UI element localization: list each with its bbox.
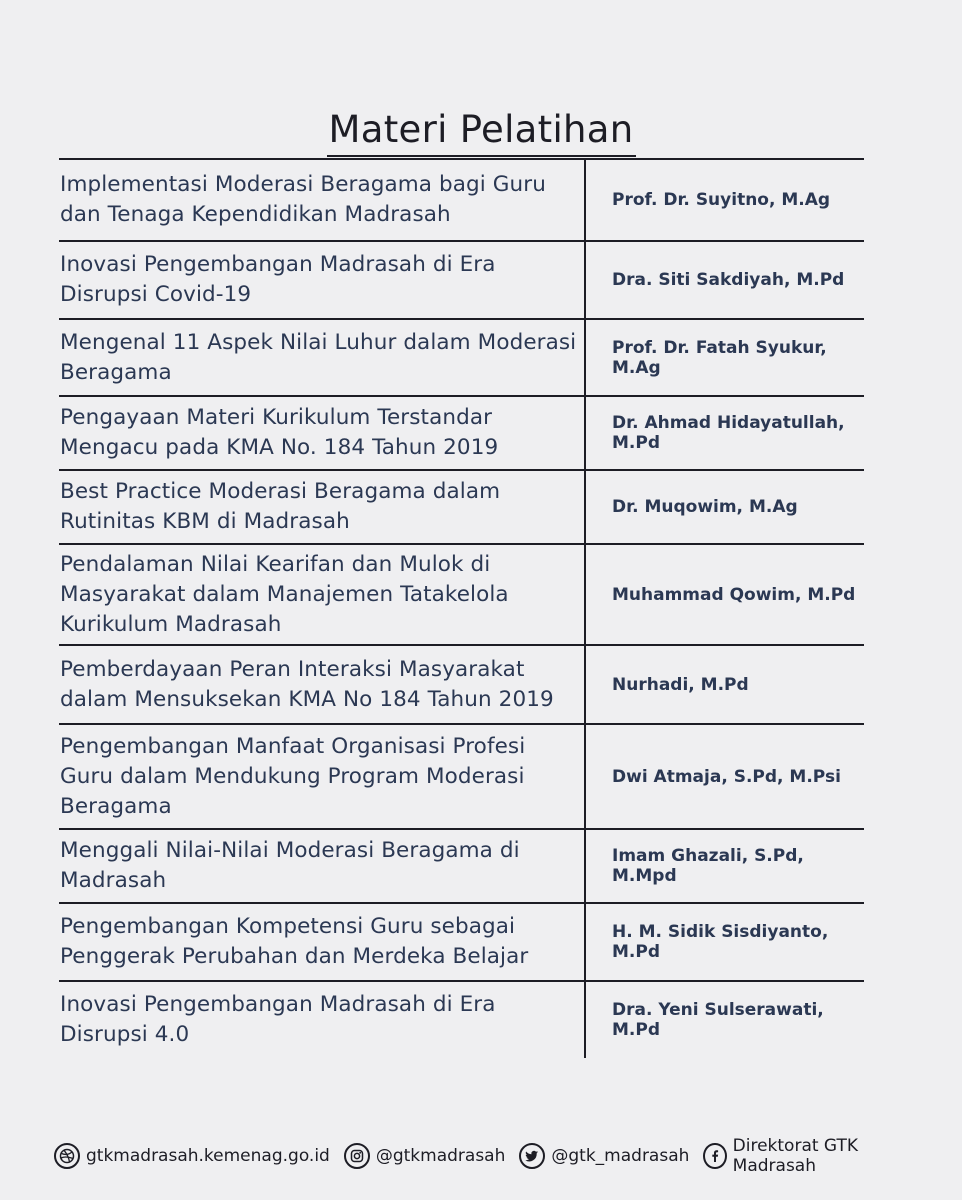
table-row [59, 242, 864, 320]
footer-social-bar [54, 1136, 934, 1176]
twitter-link[interactable] [519, 1143, 689, 1169]
topic-cell: Mengenal 11 Aspek Nilai Luhur dalam Moderasi Beragama [59, 320, 586, 395]
instagram-label: @gtkmadrasah [375, 1146, 506, 1166]
topic-cell: Menggali Nilai-Nilai Moderasi Beragama di Madrasah [59, 830, 586, 902]
training-materials-table [59, 158, 864, 1058]
topic-cell: Inovasi Pengembangan Madrasah di Era Disrupsi Covid-19 [59, 242, 586, 318]
table-row [59, 160, 864, 242]
topic-cell: Pengayaan Materi Kurikulum Terstandar Mengacu pada KMA No. 184 Tahun 2019 [59, 397, 586, 469]
table-row [59, 725, 864, 830]
table-row [59, 397, 864, 471]
dribbble-icon [54, 1143, 80, 1169]
page-title: Materi Pelatihan [327, 108, 636, 157]
table-row [59, 320, 864, 397]
page-title-wrap [0, 108, 962, 151]
facebook-link[interactable] [703, 1136, 920, 1176]
topic-cell: Pengembangan Manfaat Organisasi Profesi Guru dalam Mendukung Program Moderasi Beragama [59, 725, 586, 828]
speaker-cell: Prof. Dr. Suyitno, M.Ag [612, 190, 831, 210]
twitter-label: @gtk_madrasah [551, 1146, 690, 1166]
table-row [59, 646, 864, 725]
table-row [59, 982, 864, 1058]
instagram-link[interactable] [344, 1143, 506, 1169]
topic-cell: Best Practice Moderasi Beragama dalam Rutinitas KBM di Madrasah [59, 471, 586, 543]
twitter-icon [519, 1143, 545, 1169]
speaker-cell: Muhammad Qowim, M.Pd [612, 584, 856, 605]
facebook-label: Direktorat GTK Madrasah [732, 1136, 859, 1176]
speaker-cell: Nurhadi, M.Pd [612, 674, 749, 695]
topic-cell: Pendalaman Nilai Kearifan dan Mulok di Masyarakat dalam Manajemen Tatakelola Kurikulum Madrasah [59, 545, 586, 644]
table-row [59, 545, 864, 646]
speaker-cell: Dra. Yeni Sulserawati, M.Pd [612, 1000, 824, 1040]
website-link[interactable] [54, 1143, 330, 1169]
speaker-cell: Prof. Dr. Fatah Syukur, M.Ag [612, 337, 827, 378]
speaker-cell: Dr. Ahmad Hidayatullah, M.Pd [612, 413, 845, 453]
topic-cell: Pemberdayaan Peran Interaksi Masyarakat dalam Mensuksekan KMA No 184 Tahun 2019 [59, 646, 586, 723]
table-row [59, 904, 864, 982]
speaker-cell: Imam Ghazali, S.Pd, M.Mpd [612, 846, 804, 886]
topic-cell: Pengembangan Kompetensi Guru sebagai Penggerak Perubahan dan Merdeka Belajar [59, 904, 586, 980]
speaker-cell: Dra. Siti Sakdiyah, M.Pd [612, 270, 845, 290]
speaker-cell: H. M. Sidik Sisdiyanto, M.Pd [612, 922, 829, 962]
instagram-icon [344, 1143, 370, 1169]
table-row [59, 471, 864, 545]
speaker-cell: Dwi Atmaja, S.Pd, M.Psi [612, 766, 841, 787]
topic-cell: Implementasi Moderasi Beragama bagi Guru dan Tenaga Kependidikan Madrasah [59, 160, 586, 240]
topic-cell: Inovasi Pengembangan Madrasah di Era Disrupsi 4.0 [59, 982, 586, 1058]
table-row [59, 830, 864, 904]
speaker-cell: Dr. Muqowim, M.Ag [612, 497, 798, 517]
facebook-icon [703, 1143, 726, 1169]
website-label: gtkmadrasah.kemenag.go.id [86, 1146, 330, 1166]
